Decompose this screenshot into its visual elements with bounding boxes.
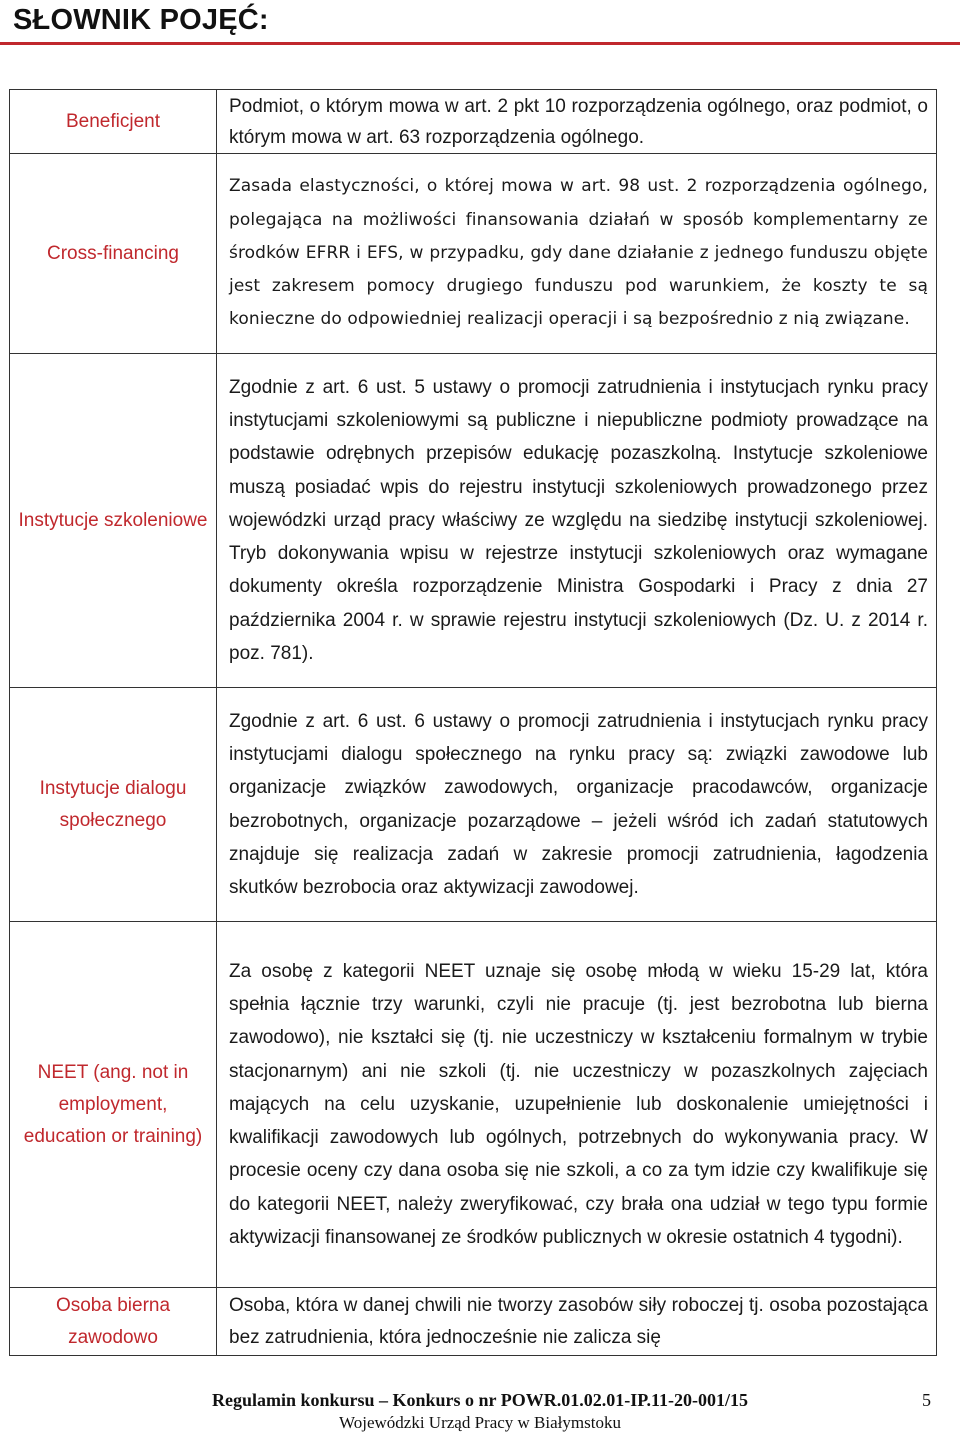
definition-instytucje-dialogu: Zgodnie z art. 6 ust. 6 ustawy o promocji zatrudnienia i instytucjach rynku pracy instytucjami dialogu społecznego na rynku pracy są: związki zawodowe lub organizacje związków zawodowych, organizacje pracodawców, organizacje bezrobotnych, organizacje pozarządowe – jeżeli wśród ich zadań statutowych znajduje się realizacja zadań w zakresie promocji zatrudnienia, łagodzenia skutków bezrobocia oraz aktywizacji zawodowej.	[217, 688, 937, 922]
term-beneficjent: Beneficjent	[10, 90, 217, 154]
term-instytucje-dialogu: Instytucje dialogu społecznego	[10, 688, 217, 922]
glossary-row	[10, 1288, 937, 1356]
glossary-row	[10, 90, 937, 154]
definition-instytucje-szkoleniowe: Zgodnie z art. 6 ust. 5 ustawy o promocji zatrudnienia i instytucjach rynku pracy instytucjami szkoleniowymi są publiczne i niepubliczne podmioty prowadzące na podstawie odrębnych przepisów edukację pozaszkolną. Instytucje szkoleniowe muszą posiadać wpis do rejestru instytucji szkoleniowych prowadzonego przez wojewódzki urząd pracy właściwy ze względu na siedzibę instytucji szkoleniowej. Tryb dokonywania wpisu w rejestrze instytucji szkoleniowych oraz wymagane dokumenty określa rozporządzenie Ministra Gospodarki i Pracy z dnia 27 października 2004 r. w sprawie rejestru instytucji szkoleniowych (Dz. U. z 2014 r. poz. 781).	[217, 354, 937, 688]
term-cross-financing: Cross-financing	[10, 154, 217, 354]
footer-organization: Wojewódzki Urząd Pracy w Białymstoku	[339, 1413, 621, 1432]
glossary-row	[10, 154, 937, 354]
glossary-table	[9, 89, 937, 1356]
definition-beneficjent: Podmiot, o którym mowa w art. 2 pkt 10 rozporządzenia ogólnego, oraz podmiot, o którym mowa w art. 63 rozporządzenia ogólnego.	[217, 90, 937, 154]
definition-neet: Za osobę z kategorii NEET uznaje się osobę młodą w wieku 15-29 lat, która spełnia łącznie trzy warunki, czyli nie pracuje (tj. jest bezrobotna lub bierna zawodowo), nie kształci się (tj. nie uczestniczy w kształceniu formalnym w trybie stacjonarnym) ani nie szkoli (tj. nie uczestniczy w pozaszkolnych zajęciach mających na celu uzyskanie, uzupełnienie lub doskonalenie umiejętności i kwalifikacji zawodowych lub ogólnych, potrzebnych do wykonywania pracy. W procesie oceny czy dana osoba się nie szkoli, a co za tym idzie czy kwalifikuje się do kategorii NEET, należy zweryfikować, czy brała ona udział w tego typu formie aktywizacji finansowanej ze środków publicznych w okresie ostatnich 4 tygodni).	[217, 922, 937, 1288]
footer-title: Regulamin konkursu – Konkurs o nr POWR.01.02.01-IP.11-20-001/15	[211, 1390, 749, 1410]
definition-osoba-bierna: Osoba, która w danej chwili nie tworzy zasobów siły roboczej tj. osoba pozostająca bez zatrudnienia, która jednocześnie nie zalicza się	[217, 1288, 937, 1356]
glossary-row	[10, 688, 937, 922]
term-instytucje-szkoleniowe: Instytucje szkoleniowe	[10, 354, 217, 688]
page-number: 5	[922, 1390, 931, 1410]
page-title: SŁOWNIK POJĘĆ:	[13, 4, 269, 36]
definition-cross-financing: Zasada elastyczności, o której mowa w art. 98 ust. 2 rozporządzenia ogólnego, polegająca na możliwości finansowania działań w sposób komplementarny ze środków EFRR i EFS, w przypadku, gdy dane działanie z jednego funduszu objęte jest zakresem pomocy drugiego funduszu pod warunkiem, że koszty te są konieczne do odpowiedniej realizacji operacji i są bezpośrednio z nią związane.	[217, 154, 937, 354]
glossary-row	[10, 922, 937, 1288]
term-osoba-bierna: Osoba bierna zawodowo	[10, 1288, 217, 1356]
glossary-row	[10, 354, 937, 688]
term-neet: NEET (ang. not in employment, education or training)	[10, 922, 217, 1288]
title-divider	[0, 42, 960, 45]
